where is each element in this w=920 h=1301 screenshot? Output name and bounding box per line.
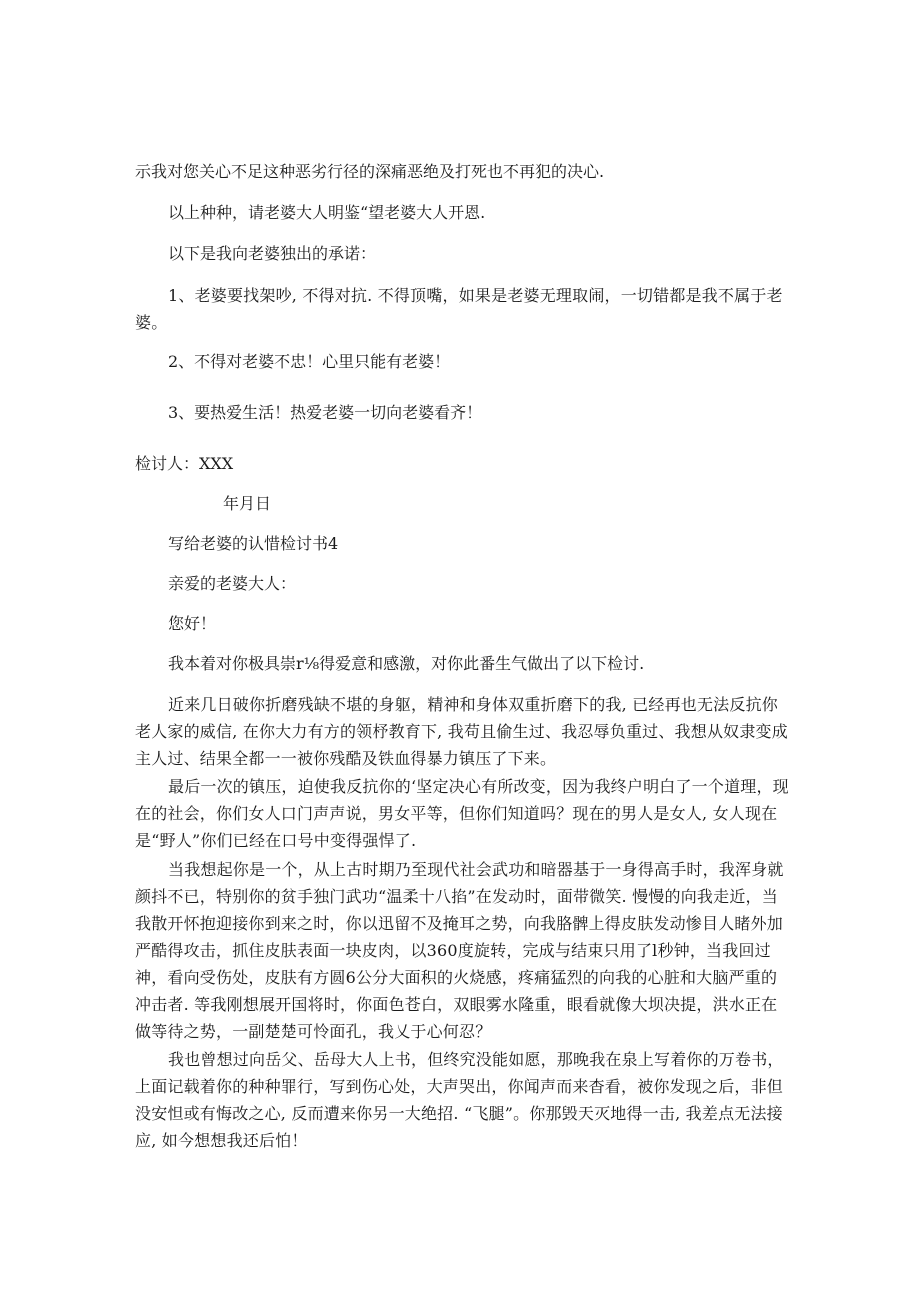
body-paragraph: 当我想起你是一个，从上古时期乃至现代社会武功和暗器基于一身得高手时，我浑身就颜抖不已，特别你的贫手独门武功“温柔十八掐”在发动时，面带微笑. 慢慢的向我走近，当我散开怀抱迎接你到来之时，你以迅留不及掩耳之势，向我胳髀上得皮肤发动惨目人睹外加严酷得攻击，抓住皮肤表面一块皮肉，以360度旋转，完成与结束只用了l秒钟，当我回过神，看向受伤处，皮肤有方圆6公分大面积的火烧感，疼痛猛烈的向我的心脏和大脑严重的冲击者. 等我刚想展开国将时，你面色苍白，双眼雾水隆重，眼看就像大坝决提，洪水正在做等待之势，一副楚楚可怜面孔，我乂于心何忍？: [135, 860, 784, 1041]
signature: 检讨人：XXX: [135, 454, 234, 473]
continuation-line: 示我对您关心不足这种恶劣行径的深痛恶绝及打死也不再犯的决心.: [135, 162, 605, 181]
body-paragraph: 我也曾想过向岳父、岳母大人上书，但终究没能如愿，那晚我在泉上写着你的万卷书，上面记载着你的种种罪行，写到伤心处，大声哭出，你闻声而来杳看，被你发现之后，非但没安怛或有悔改之心, 反而遭来你另一大绝招. “飞腿”。你那毁天灭地得一击, 我差点无法接应, 如今想想我还后怕！: [135, 1050, 784, 1150]
promise-intro: 以下是我向老婆独出的承诺：: [168, 244, 377, 263]
promise-item: 1、老婆要找架吵, 不得对抗. 不得顶嘴，如果是老婆无理取闹，一切错都是我不属于老婆。: [135, 286, 783, 332]
salutation: 亲爱的老婆大人：: [168, 574, 297, 593]
summary-line: 以上种种，请老婆大人明鉴“望老婆大人开恩.: [168, 203, 486, 222]
greeting: 您好！: [168, 614, 217, 633]
promise-item: 3、要热爱生活！热爱老婆一切向老婆看齐！: [168, 403, 483, 422]
intro-line: 我本着对你极具崇r⅛得爱意和感激，对你此番生气做出了以下检讨.: [168, 654, 645, 673]
promise-item: 2、不得对老婆不忠！心里只能有老婆！: [168, 352, 451, 371]
date-line: 年月日: [223, 494, 272, 513]
section-heading: 写给老婆的认惜检讨书4: [168, 534, 339, 553]
body-paragraph: 近来几日破你折磨残缺不堪的身躯，精神和身体双重折磨下的我, 已经再也无法反抗你老人家的威信, 在你大力有方的领杼教育下, 我苟且偷生过、我忍辱负重过、我想从奴隶变成主人过、结果全都一一被你残酷及铁血得暴力镇压了下来。: [135, 695, 788, 768]
body-paragraph: 最后一次的镇压，迫使我反抗你的‘坚定决心有所改变，因为我终户明白了一个道理，现在的社会，你们女人口门声声说，男女平等，但你们知道吗？现在的男人是女人, 女人现在是“野人”你们已经在口号中变得强悍了.: [135, 777, 789, 850]
